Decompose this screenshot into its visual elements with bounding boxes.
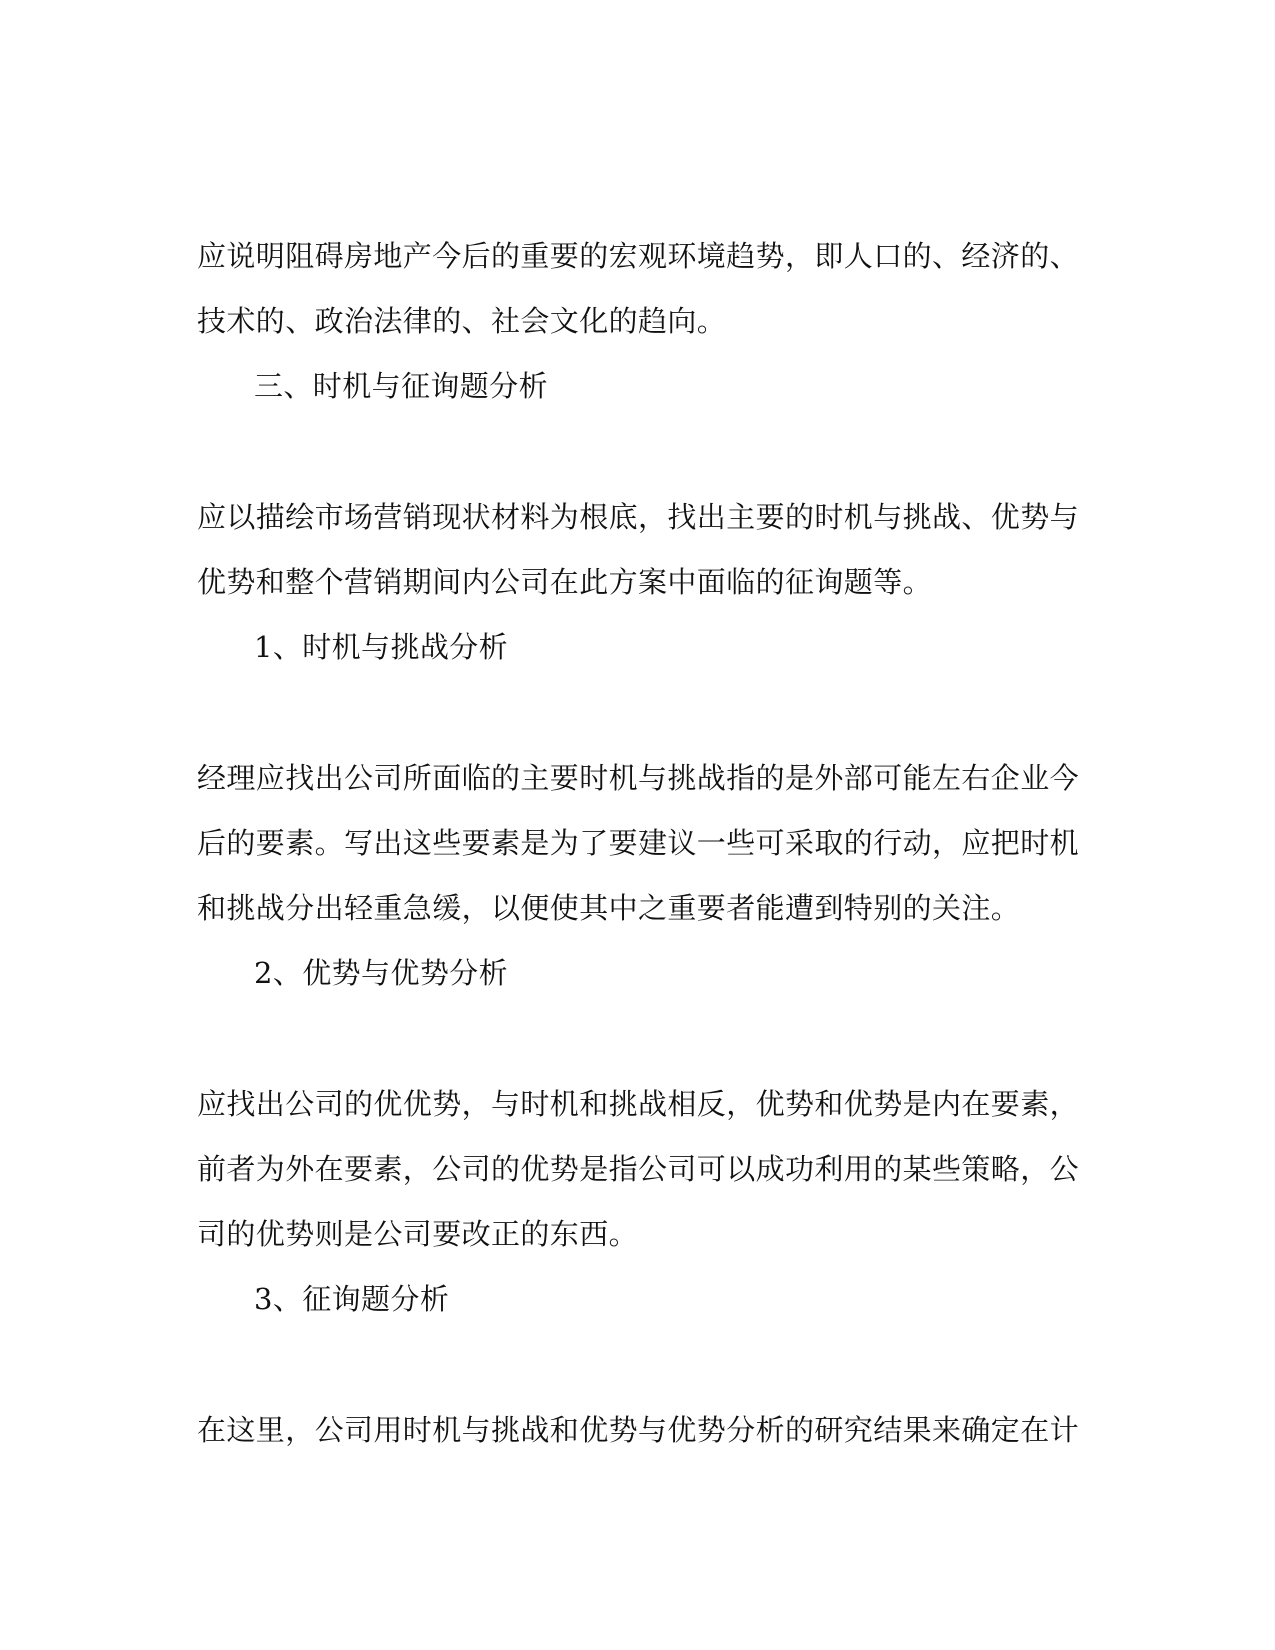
subsection-heading: 3、征询题分析 [254, 1282, 450, 1316]
section-heading: 三、时机与征询题分析 [254, 369, 549, 403]
paragraph-line: 后的要素。写出这些要素是为了要建议一些可采取的行动，应把时机 [197, 826, 1080, 860]
paragraph-line: 前者为外在要素，公司的优势是指公司可以成功利用的某些策略，公 [197, 1152, 1080, 1186]
paragraph-line: 优势和整个营销期间内公司在此方案中面临的征询题等。 [197, 565, 933, 599]
subsection-heading: 1、时机与挑战分析 [254, 630, 509, 664]
paragraph-line: 应找出公司的优优势，与时机和挑战相反，优势和优势是内在要素， [197, 1087, 1080, 1121]
paragraph-line: 应以描绘市场营销现状材料为根底，找出主要的时机与挑战、优势与 [197, 500, 1080, 534]
paragraph-line: 司的优势则是公司要改正的东西。 [197, 1217, 639, 1251]
paragraph-line: 和挑战分出轻重急缓，以便使其中之重要者能遭到特别的关注。 [197, 891, 1021, 925]
paragraph-line: 在这里，公司用时机与挑战和优势与优势分析的研究结果来确定在计 [197, 1413, 1080, 1447]
subsection-heading: 2、优势与优势分析 [254, 956, 509, 990]
paragraph-line: 经理应找出公司所面临的主要时机与挑战指的是外部可能左右企业今 [197, 761, 1080, 795]
paragraph-line: 技术的、政治法律的、社会文化的趋向。 [197, 304, 727, 338]
paragraph-line: 应说明阻碍房地产今后的重要的宏观环境趋势，即人口的、经济的、 [197, 239, 1080, 273]
